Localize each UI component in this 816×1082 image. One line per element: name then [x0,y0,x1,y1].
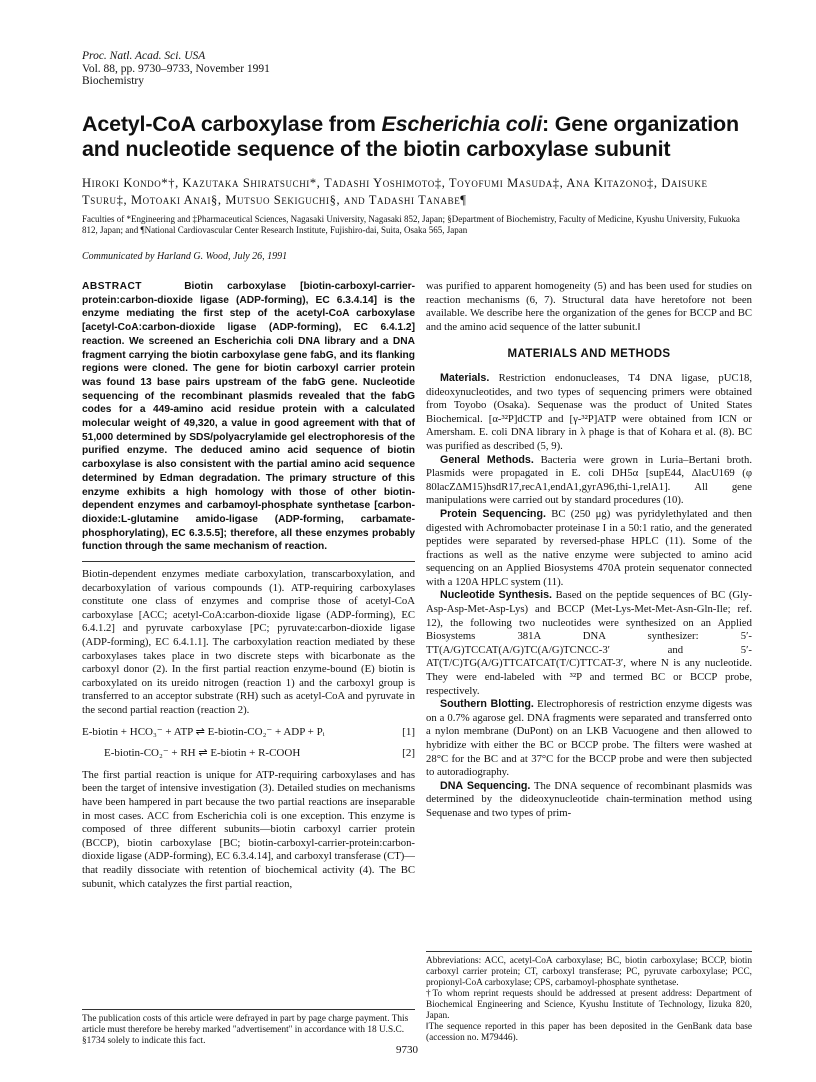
footnote-abbreviations: Abbreviations: ACC, acetyl-CoA carboxylase; BC, biotin carboxylase; BCCP, biotin carboxyl carrier protein; CT, carboxyl transferase; PC, pyruvate carboxylase; PCC, propionyl-CoA carboxylase; CPS, carbamoyl-phosphate synthetase. [426,956,752,988]
methods-dna-text: The DNA sequence of recombinant plasmids was determined by the dideoxynucleotide chain-termination method using Sequenase and two types of prim- [426,779,752,819]
paper-title [82,112,752,162]
methods-materials-text: Restriction endonucleases, T4 DNA ligase, pUC18, dideoxynucleotides, and two types of sequencing primers were obtained from Toyobo (Osaka). Sequenase was the product of United States Biochemical. [α-³²P]dCTP and [γ-³²P]ATP were obtained from ICN or Amersham. E. coli DNA library in λ phage is that of Kohara et al. (8). BC was purified as described (5, 9). [426,371,752,452]
footnote-genbank: ‖The sequence reported in this paper has been deposited in the GenBank data base (accession no. M79446). [426,1022,752,1043]
methods-southern-blotting [426,698,752,780]
publication-charge-text: The publication costs of this article were defrayed in part by page charge payment. This article must therefore be hereby marked "advertisement" in accordance with 18 U.S.C. §1734 solely to indicate this fact. [82,1014,409,1046]
abstract-divider [82,561,415,562]
abstract [82,280,415,554]
methods-protein-head: Protein Sequencing. [440,507,546,520]
journal-volume: Vol. 88, pp. 9730–9733, November 1991 [82,62,270,75]
equation-2-text: E-biotin-CO₂⁻ + RH ⇌ E-biotin + R-COOH [104,747,301,760]
methods-materials [426,372,752,454]
left-column [82,280,415,891]
journal-header [82,50,270,88]
methods-southern-head: Southern Blotting. [440,698,534,711]
title-italic: Escherichia coli [381,112,543,136]
methods-southern-text: Electrophoresis of restriction enzyme digests was on a 0.7% agarose gel. DNA fragments were separated and transferred onto a nylon membrane (DuPont) on an LKB Vacuogene and then allowed to hybridize with either the BC or BCCP probe. The filters were washed at 28°C for the BC and at 37°C for the BCCP probe and were then subjected to autoradiography. [426,698,752,779]
methods-dna-head: DNA Sequencing. [440,779,531,792]
methods-nucleotide-text: Based on the peptide sequences of BC (Gly-Asp-Asp-Met-Asp-Lys) and BCCP (Met-Lys-Met-Met-Asn-Gln-Ile; ref. 12), the following two nucleotides were synthesized on an Applied Biosystems 381A DNA synthesizer: 5′-TT(A/G)TCCAT(A/G)TC(A/G)TCNCC-3′ and 5′-AT(T/C)TG(A/G)TTCATCAT(T/C)TTCAT-3′, where N is any nucleotide. They were end-labeled with ³²P and termed BC or BCCP probe, respectively. [426,589,753,697]
journal-section: Biochemistry [82,75,144,87]
methods-heading: MATERIALS AND METHODS [507,348,671,361]
abstract-heading: ABSTRACT [82,281,143,292]
equation-1-text: E-biotin + HCO₃⁻ + ATP ⇌ E-biotin-CO₂⁻ + ADP + Pᵢ [82,725,325,738]
footnote-divider [82,1009,415,1010]
equation-1 [82,726,415,740]
equation-1-number: [1] [402,725,415,738]
publication-charge-footnote [82,1009,415,1047]
methods-general [426,454,752,508]
page-number: 9730 [396,1044,418,1056]
footnote-reprint: †To whom reprint requests should be addressed at present address: Department of Biochemical Engineering and Science, Kyushu Institute of Technology, Iizuka 820, Japan. [426,989,752,1021]
methods-nucleotide-head: Nucleotide Synthesis. [440,589,553,602]
title-part-2: : Gene organization and nucleotide sequence of the biotin carboxylase subunit [82,112,739,161]
methods-nucleotide-synthesis [426,589,752,698]
equation-2-number: [2] [402,747,415,760]
right-column [426,280,752,821]
methods-dna-sequencing [426,780,752,821]
intro-paragraph-1: Biotin-dependent enzymes mediate carboxylation, transcarboxylation, and decarboxylation of various compounds (1). ATP-requiring carboxylases constitute one class of enzymes and comprise those of acetyl-CoA carboxylase [ACC; acetyl-CoA:carbon-dioxide ligase (ADP-forming), EC 6.4.1.2] and pyruvate carboxylase [PC; pyruvate:carbon-dioxide ligase (ADP-forming), EC 6.4.1.1]. The carboxylation reaction mediated by these carboxylases takes place in two discrete steps with bicarbonate as the carboxyl donor (2). In the first partial reaction enzyme-bound (E) biotin is carboxylated on its ureido nitrogen (reaction 1) and the carboxyl group is transferred to an acceptor substrate (RH) such as acetyl-CoA and pyruvate in the second partial reaction (reaction 2). [82,568,415,716]
methods-general-head: General Methods. [440,453,534,466]
methods-materials-head: Materials. [440,371,490,384]
methods-general-text: Bacteria were grown in Luria–Bertani broth. Plasmids were propagated in E. coli DH5α [supE44, ΔlacU169 (φ 80lacZΔM15)hsdR17,recA1,endA1,gyrA96,thi-1,relA1]. All gene manipulations were carried out by standard procedures (10). [426,453,752,507]
author-list: Hiroki Kondo*†, Kazutaka Shiratsuchi*, Tadashi Yoshimoto‡, Toyofumi Masuda‡, Ana Kitazono‡, Daisuke Tsuru‡, Motoaki Anai§, Mutsuo Sekiguchi§, and Tadashi Tanabe¶ [82,176,708,207]
right-footnote-divider [426,951,752,952]
methods-protein-sequencing [426,508,752,590]
affiliations: Faculties of *Engineering and ‡Pharmaceutical Sciences, Nagasaki University, Nagasaki 852, Japan; §Department of Biochemistry, Faculty of Medicine, Kyushu University, Fukuoka 812, Japan; and ¶National Cardiovascular Center Research Institute, Fujishiro-dai, Suita, Osaka 565, Japan [82,214,740,235]
equation-2 [82,747,415,761]
communicated-by: Communicated by Harland G. Wood, July 26, 1991 [82,251,288,262]
right-footnotes [426,951,752,1044]
journal-name: Proc. Natl. Acad. Sci. USA [82,50,206,62]
title-part-1: Acetyl-CoA carboxylase from [82,112,382,136]
intro-paragraph-2: The first partial reaction is unique for ATP-requiring carboxylases and has been the target of intensive investigation (3). Detailed studies on mechanisms have been hampered in part because the two partial reactions are inseparable in most cases. ACC from Escherichia coli is one exception. This enzyme is composed of three different subunits—biotin carboxyl carrier protein (BCCP), biotin carboxylase [BC; biotin-carboxyl-carrier-protein:carbon-dioxide ligase (ADP-forming), EC 6.3.4.14], and carboxyl transferase (CT)—that readily dissociate with retention of biochemical activity (4). The BC subunit, which catalyzes the first partial reaction, [82,768,415,890]
methods-protein-text: BC (250 μg) was pyridylethylated and then digested with Achromobacter proteinase I in a 50:1 ratio, and the generated peptides were separated by reversed-phase HPLC (11). Some of the fractions as well as the native enzyme were subjected to amino acid sequencing on an Applied Biosystems 470A protein sequenator connected with a 120A HPLC system (11). [426,507,752,588]
abstract-text: Biotin carboxylase [biotin-carboxyl-carrier-protein:carbon-dioxide ligase (ADP-forming), EC 6.3.4.14] is the enzyme mediating the first step of the acetyl-CoA carboxylase [acetyl-CoA:carbon-dioxide ligase (ADP-forming), EC 6.4.1.2] reaction. We screened an Escherichia coli DNA library and a DNA fragment carrying the biotin carboxylase gene fabG, and its flanking regions were cloned. The gene for biotin carboxyl carrier protein was found 13 base pairs upstream of the fabG gene. Nucleotide sequencing of the recombinant plasmids revealed that the fabG codes for a 449-amino acid residue protein with a calculated molecular weight of 49,320, a value in good agreement with that of 51,000 determined by SDS/polyacrylamide gel electrophoresis of the purified enzyme. The deduced amino acid sequence of biotin carboxylase is also consistent with the partial amino acid sequence determined by Edman degradation. The primary structure of this enzyme exhibits a high homology with those of other biotin-dependent enzymes and carbamoyl-phosphate synthetase [carbon-dioxide:L-glutamine amido-ligase (ADP-forming, carbamate-phosphorylating), EC 6.3.5.5]; therefore, all these enzymes probably function through the same mechanism of reaction. [82,281,415,553]
intro-paragraph-3: was purified to apparent homogeneity (5) and has been used for studies on reaction mechanisms (6, 7). Structural data have heretofore not been available. We describe here the organization of the genes for BCCP and BC and the amino acid sequence of the latter subunit.‖ [426,280,752,333]
